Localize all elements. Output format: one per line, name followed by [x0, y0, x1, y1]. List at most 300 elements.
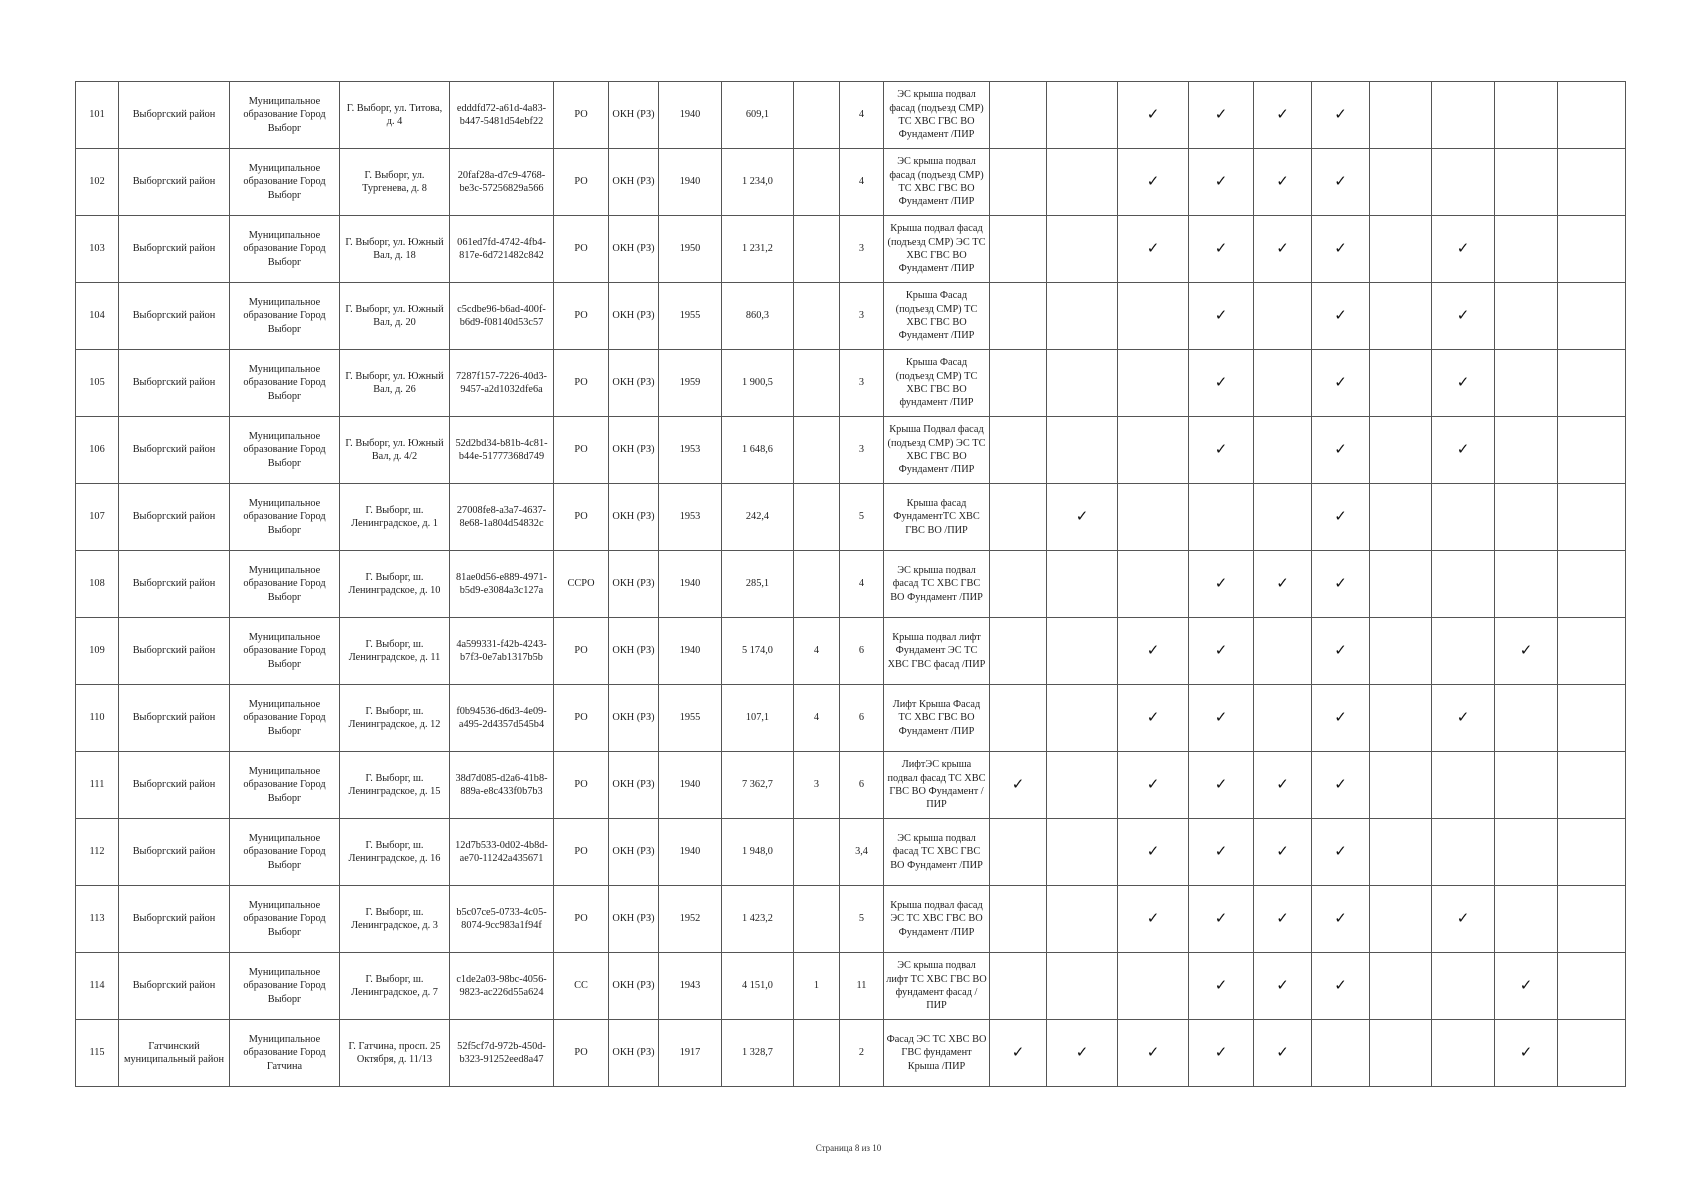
work-check-cell	[1370, 886, 1432, 953]
work-check-cell	[990, 283, 1047, 350]
work-check-cell	[1254, 685, 1312, 752]
work-check-cell	[1312, 417, 1370, 484]
work-check-cell	[1312, 149, 1370, 216]
checkmark-icon: ✓	[1456, 373, 1470, 392]
works-list-cell: ЭС крыша подвал лифт ТС ХВС ГВС ВО фундамент фасад /ПИР	[884, 953, 990, 1020]
work-check-cell	[1370, 685, 1432, 752]
work-check-cell	[1495, 484, 1558, 551]
address-cell: Г. Выборг, ш. Ленинградское, д. 12	[340, 685, 450, 752]
district-cell: Выборгский район	[119, 484, 230, 551]
checkmark-icon: ✓	[1334, 373, 1347, 392]
table-row	[76, 82, 1626, 149]
floors-cell: 11	[840, 953, 884, 1020]
work-check-cell	[1370, 149, 1432, 216]
lifts-cell	[794, 216, 840, 283]
checkmark-icon: ✓	[1214, 105, 1228, 124]
type-cell: РО	[554, 886, 609, 953]
table-row	[76, 484, 1626, 551]
floors-cell: 3	[840, 417, 884, 484]
checkmark-icon: ✓	[1334, 641, 1347, 660]
work-check-cell	[1432, 484, 1495, 551]
house-guid-cell: b5c07ce5-0733-4c05-8074-9cc983a1f94f	[450, 886, 554, 953]
municipality-cell: Муниципальное образование Город Выборг	[230, 417, 340, 484]
work-check-cell	[1254, 417, 1312, 484]
work-check-cell	[1047, 82, 1118, 149]
lifts-cell: 4	[794, 618, 840, 685]
page-footer: Страница 8 из 10	[815, 1143, 882, 1153]
work-check-cell	[1495, 82, 1558, 149]
checkmark-icon: ✓	[1214, 708, 1228, 727]
house-guid-cell: c5cdbe96-b6ad-400f-b6d9-f08140d53c57	[450, 283, 554, 350]
table-row	[76, 953, 1626, 1020]
work-check-cell	[1118, 350, 1189, 417]
work-check-cell	[1047, 551, 1118, 618]
empty-cell	[1558, 484, 1626, 551]
lifts-cell: 1	[794, 953, 840, 1020]
checkmark-icon: ✓	[1214, 172, 1228, 191]
checkmark-icon: ✓	[1214, 641, 1228, 660]
okn-status-cell: ОКН (РЗ)	[609, 484, 659, 551]
work-check-cell	[1047, 618, 1118, 685]
work-check-cell	[1495, 350, 1558, 417]
work-check-cell	[990, 216, 1047, 283]
work-check-cell	[1118, 618, 1189, 685]
year-built-cell: 1940	[659, 752, 722, 819]
floors-cell: 4	[840, 82, 884, 149]
works-list-cell: Крыша Подвал фасад (подъезд СМР) ЭС ТС ХВС ГВС ВО Фундамент /ПИР	[884, 417, 990, 484]
work-check-cell	[1189, 216, 1254, 283]
empty-cell	[1558, 752, 1626, 819]
work-check-cell	[1254, 484, 1312, 551]
work-check-cell	[1432, 886, 1495, 953]
checkmark-icon: ✓	[1456, 239, 1470, 258]
work-check-cell	[990, 685, 1047, 752]
work-check-cell	[1189, 1020, 1254, 1087]
address-cell: Г. Выборг, ул. Тургенева, д. 8	[340, 149, 450, 216]
year-built-cell: 1917	[659, 1020, 722, 1087]
work-check-cell	[1312, 283, 1370, 350]
work-check-cell	[1432, 417, 1495, 484]
okn-status-cell: ОКН (РЗ)	[609, 417, 659, 484]
empty-cell	[1558, 149, 1626, 216]
row-number-cell: 109	[76, 618, 119, 685]
works-list-cell: Крыша фасад ФундаментТС ХВС ГВС ВО /ПИР	[884, 484, 990, 551]
work-check-cell	[990, 484, 1047, 551]
empty-cell	[1558, 216, 1626, 283]
row-number-cell: 111	[76, 752, 119, 819]
work-check-cell	[1312, 484, 1370, 551]
municipality-cell: Муниципальное образование Город Выборг	[230, 886, 340, 953]
area-cell: 1 648,6	[722, 417, 794, 484]
house-guid-cell: 52d2bd34-b81b-4c81-b44e-51777368d749	[450, 417, 554, 484]
district-cell: Выборгский район	[119, 752, 230, 819]
checkmark-icon: ✓	[1146, 708, 1160, 727]
work-check-cell	[1189, 685, 1254, 752]
checkmark-icon: ✓	[1075, 507, 1089, 526]
work-check-cell	[1495, 551, 1558, 618]
work-check-cell	[1312, 1020, 1370, 1087]
work-check-cell	[990, 953, 1047, 1020]
checkmark-icon: ✓	[1011, 775, 1025, 794]
checkmark-icon: ✓	[1146, 105, 1160, 124]
house-guid-cell: c1de2a03-98bc-4056-9823-ac226d55a624	[450, 953, 554, 1020]
district-cell: Выборгский район	[119, 953, 230, 1020]
checkmark-icon: ✓	[1456, 708, 1470, 727]
work-check-cell	[990, 1020, 1047, 1087]
table-row	[76, 618, 1626, 685]
municipality-cell: Муниципальное образование Город Выборг	[230, 618, 340, 685]
work-check-cell	[1432, 82, 1495, 149]
house-guid-cell: f0b94536-d6d3-4e09-a495-2d4357d545b4	[450, 685, 554, 752]
type-cell: РО	[554, 216, 609, 283]
works-list-cell: Крыша подвал фасад ЭС ТС ХВС ГВС ВО Фундамент /ПИР	[884, 886, 990, 953]
work-check-cell	[1312, 350, 1370, 417]
work-check-cell	[1432, 350, 1495, 417]
year-built-cell: 1955	[659, 685, 722, 752]
table-body	[76, 82, 1626, 1087]
empty-cell	[1558, 685, 1626, 752]
works-list-cell: Крыша Фасад (подъезд СМР) ТС ХВС ГВС ВО Фундамент /ПИР	[884, 283, 990, 350]
type-cell: СС	[554, 953, 609, 1020]
work-check-cell	[1432, 953, 1495, 1020]
checkmark-icon: ✓	[1334, 172, 1347, 191]
area-cell: 4 151,0	[722, 953, 794, 1020]
work-check-cell	[990, 417, 1047, 484]
work-check-cell	[1370, 1020, 1432, 1087]
house-guid-cell: 7287f157-7226-40d3-9457-a2d1032dfe6a	[450, 350, 554, 417]
work-check-cell	[1047, 283, 1118, 350]
checkmark-icon: ✓	[1214, 775, 1228, 794]
lifts-cell	[794, 484, 840, 551]
type-cell: РО	[554, 685, 609, 752]
checkmark-icon: ✓	[1214, 440, 1228, 459]
work-check-cell	[1370, 484, 1432, 551]
work-check-cell	[1189, 819, 1254, 886]
area-cell: 7 362,7	[722, 752, 794, 819]
work-check-cell	[1047, 953, 1118, 1020]
area-cell: 1 900,5	[722, 350, 794, 417]
work-check-cell	[1189, 752, 1254, 819]
lifts-cell	[794, 149, 840, 216]
work-check-cell	[1312, 685, 1370, 752]
district-cell: Выборгский район	[119, 149, 230, 216]
work-check-cell	[1254, 752, 1312, 819]
floors-cell: 5	[840, 484, 884, 551]
checkmark-icon: ✓	[1214, 239, 1228, 258]
checkmark-icon: ✓	[1146, 775, 1160, 794]
floors-cell: 3	[840, 350, 884, 417]
work-check-cell	[1118, 551, 1189, 618]
area-cell: 860,3	[722, 283, 794, 350]
work-check-cell	[1189, 283, 1254, 350]
work-check-cell	[1495, 618, 1558, 685]
checkmark-icon: ✓	[1276, 976, 1289, 995]
checkmark-icon: ✓	[1075, 1043, 1089, 1062]
okn-status-cell: ОКН (РЗ)	[609, 685, 659, 752]
checkmark-icon: ✓	[1334, 440, 1347, 459]
work-check-cell	[1254, 551, 1312, 618]
table-row	[76, 149, 1626, 216]
work-check-cell	[1118, 484, 1189, 551]
address-cell: Г. Выборг, ш. Ленинградское, д. 10	[340, 551, 450, 618]
checkmark-icon: ✓	[1456, 909, 1470, 928]
district-cell: Выборгский район	[119, 216, 230, 283]
address-cell: Г. Выборг, ш. Ленинградское, д. 16	[340, 819, 450, 886]
type-cell: РО	[554, 484, 609, 551]
row-number-cell: 103	[76, 216, 119, 283]
municipality-cell: Муниципальное образование Город Выборг	[230, 283, 340, 350]
lifts-cell	[794, 82, 840, 149]
work-check-cell	[1495, 417, 1558, 484]
area-cell: 1 231,2	[722, 216, 794, 283]
checkmark-icon: ✓	[1334, 239, 1347, 258]
checkmark-icon: ✓	[1334, 708, 1347, 727]
work-check-cell	[1432, 752, 1495, 819]
okn-status-cell: ОКН (РЗ)	[609, 953, 659, 1020]
table-row	[76, 1020, 1626, 1087]
municipality-cell: Муниципальное образование Город Выборг	[230, 953, 340, 1020]
checkmark-icon: ✓	[1334, 976, 1347, 995]
checkmark-icon: ✓	[1214, 574, 1228, 593]
work-check-cell	[1189, 551, 1254, 618]
year-built-cell: 1943	[659, 953, 722, 1020]
district-cell: Выборгский район	[119, 819, 230, 886]
checkmark-icon: ✓	[1519, 976, 1533, 995]
lifts-cell	[794, 350, 840, 417]
address-cell: Г. Выборг, ш. Ленинградское, д. 15	[340, 752, 450, 819]
empty-cell	[1558, 618, 1626, 685]
work-check-cell	[1370, 82, 1432, 149]
okn-status-cell: ОКН (РЗ)	[609, 819, 659, 886]
checkmark-icon: ✓	[1214, 842, 1228, 861]
work-check-cell	[1312, 953, 1370, 1020]
checkmark-icon: ✓	[1276, 909, 1289, 928]
work-check-cell	[1118, 283, 1189, 350]
work-check-cell	[990, 752, 1047, 819]
district-cell: Выборгский район	[119, 283, 230, 350]
checkmark-icon: ✓	[1146, 1043, 1160, 1062]
address-cell: Г. Выборг, ш. Ленинградское, д. 3	[340, 886, 450, 953]
house-guid-cell: 52f5cf7d-972b-450d-b323-91252eed8a47	[450, 1020, 554, 1087]
year-built-cell: 1940	[659, 149, 722, 216]
table-row	[76, 886, 1626, 953]
year-built-cell: 1940	[659, 618, 722, 685]
works-list-cell: Крыша подвал лифт Фундамент ЭС ТС ХВС ГВС фасад /ПИР	[884, 618, 990, 685]
year-built-cell: 1959	[659, 350, 722, 417]
checkmark-icon: ✓	[1214, 909, 1228, 928]
empty-cell	[1558, 551, 1626, 618]
house-guid-cell: 38d7d085-d2a6-41b8-889a-e8c433f0b7b3	[450, 752, 554, 819]
row-number-cell: 110	[76, 685, 119, 752]
municipality-cell: Муниципальное образование Город Выборг	[230, 350, 340, 417]
checkmark-icon: ✓	[1146, 239, 1160, 258]
year-built-cell: 1953	[659, 417, 722, 484]
lifts-cell	[794, 1020, 840, 1087]
district-cell: Выборгский район	[119, 82, 230, 149]
year-built-cell: 1940	[659, 82, 722, 149]
district-cell: Выборгский район	[119, 551, 230, 618]
checkmark-icon: ✓	[1519, 641, 1533, 660]
row-number-cell: 107	[76, 484, 119, 551]
checkmark-icon: ✓	[1456, 440, 1470, 459]
work-check-cell	[1254, 819, 1312, 886]
empty-cell	[1558, 283, 1626, 350]
checkmark-icon: ✓	[1214, 1043, 1228, 1062]
empty-cell	[1558, 417, 1626, 484]
table-row	[76, 551, 1626, 618]
municipality-cell: Муниципальное образование Город Выборг	[230, 819, 340, 886]
work-check-cell	[990, 886, 1047, 953]
empty-cell	[1558, 350, 1626, 417]
works-list-cell: ЭС крыша подвал фасад (подъезд СМР) ТС ХВС ГВС ВО Фундамент /ПИР	[884, 82, 990, 149]
okn-status-cell: ОКН (РЗ)	[609, 82, 659, 149]
work-check-cell	[1432, 283, 1495, 350]
table-row	[76, 819, 1626, 886]
area-cell: 107,1	[722, 685, 794, 752]
floors-cell: 2	[840, 1020, 884, 1087]
work-check-cell	[1312, 618, 1370, 685]
district-cell: Выборгский район	[119, 886, 230, 953]
checkmark-icon: ✓	[1146, 909, 1160, 928]
work-check-cell	[1495, 886, 1558, 953]
okn-status-cell: ОКН (РЗ)	[609, 886, 659, 953]
work-check-cell	[990, 551, 1047, 618]
work-check-cell	[1118, 685, 1189, 752]
house-guid-cell: 061ed7fd-4742-4fb4-817e-6d721482c842	[450, 216, 554, 283]
works-list-cell: ЭС крыша подвал фасад ТС ХВС ГВС ВО Фундамент /ПИР	[884, 819, 990, 886]
work-check-cell	[1254, 1020, 1312, 1087]
work-check-cell	[1118, 417, 1189, 484]
work-check-cell	[1254, 350, 1312, 417]
year-built-cell: 1953	[659, 484, 722, 551]
municipality-cell: Муниципальное образование Город Выборг	[230, 551, 340, 618]
works-list-cell: Лифт Крыша Фасад ТС ХВС ГВС ВО Фундамент /ПИР	[884, 685, 990, 752]
work-check-cell	[1370, 953, 1432, 1020]
row-number-cell: 101	[76, 82, 119, 149]
table-row	[76, 350, 1626, 417]
work-check-cell	[1118, 953, 1189, 1020]
district-cell: Выборгский район	[119, 350, 230, 417]
works-list-cell: ЭС крыша подвал фасад (подъезд СМР) ТС ХВС ГВС ВО Фундамент /ПИР	[884, 149, 990, 216]
work-check-cell	[1254, 953, 1312, 1020]
empty-cell	[1558, 886, 1626, 953]
municipality-cell: Муниципальное образование Город Выборг	[230, 685, 340, 752]
work-check-cell	[1047, 819, 1118, 886]
district-cell: Выборгский район	[119, 417, 230, 484]
work-check-cell	[1254, 283, 1312, 350]
table-row	[76, 417, 1626, 484]
municipality-cell: Муниципальное образование Город Выборг	[230, 149, 340, 216]
work-check-cell	[1432, 685, 1495, 752]
okn-status-cell: ОКН (РЗ)	[609, 618, 659, 685]
okn-status-cell: ОКН (РЗ)	[609, 1020, 659, 1087]
work-check-cell	[1370, 283, 1432, 350]
checkmark-icon: ✓	[1276, 842, 1289, 861]
checkmark-icon: ✓	[1146, 641, 1160, 660]
type-cell: РО	[554, 350, 609, 417]
work-check-cell	[1495, 1020, 1558, 1087]
year-built-cell: 1950	[659, 216, 722, 283]
house-guid-cell: 81ae0d56-e889-4971-b5d9-e3084a3c127a	[450, 551, 554, 618]
work-check-cell	[1047, 417, 1118, 484]
checkmark-icon: ✓	[1334, 775, 1347, 794]
house-guid-cell: 20faf28a-d7c9-4768-be3c-57256829a566	[450, 149, 554, 216]
work-check-cell	[1370, 551, 1432, 618]
work-check-cell	[1495, 752, 1558, 819]
checkmark-icon: ✓	[1276, 574, 1289, 593]
lifts-cell: 3	[794, 752, 840, 819]
row-number-cell: 112	[76, 819, 119, 886]
municipality-cell: Муниципальное образование Город Выборг	[230, 82, 340, 149]
house-guid-cell: 27008fe8-a3a7-4637-8e68-1a804d54832c	[450, 484, 554, 551]
row-number-cell: 114	[76, 953, 119, 1020]
lifts-cell	[794, 283, 840, 350]
work-check-cell	[990, 618, 1047, 685]
work-check-cell	[1432, 216, 1495, 283]
address-cell: Г. Выборг, ш. Ленинградское, д. 11	[340, 618, 450, 685]
okn-status-cell: ОКН (РЗ)	[609, 551, 659, 618]
checkmark-icon: ✓	[1456, 306, 1470, 325]
address-cell: Г. Выборг, ул. Южный Вал, д. 26	[340, 350, 450, 417]
work-check-cell	[1047, 484, 1118, 551]
district-cell: Выборгский район	[119, 685, 230, 752]
okn-status-cell: ОКН (РЗ)	[609, 752, 659, 819]
okn-status-cell: ОКН (РЗ)	[609, 283, 659, 350]
work-check-cell	[1189, 149, 1254, 216]
work-check-cell	[1254, 82, 1312, 149]
area-cell: 242,4	[722, 484, 794, 551]
checkmark-icon: ✓	[1276, 105, 1289, 124]
work-check-cell	[1312, 551, 1370, 618]
floors-cell: 6	[840, 752, 884, 819]
work-check-cell	[1118, 752, 1189, 819]
work-check-cell	[1312, 82, 1370, 149]
type-cell: РО	[554, 417, 609, 484]
table-row	[76, 752, 1626, 819]
work-check-cell	[1370, 417, 1432, 484]
work-check-cell	[1495, 685, 1558, 752]
lifts-cell	[794, 417, 840, 484]
floors-cell: 4	[840, 551, 884, 618]
area-cell: 609,1	[722, 82, 794, 149]
work-check-cell	[1432, 819, 1495, 886]
work-check-cell	[1118, 216, 1189, 283]
work-check-cell	[1495, 953, 1558, 1020]
row-number-cell: 102	[76, 149, 119, 216]
floors-cell: 3,4	[840, 819, 884, 886]
address-cell: Г. Выборг, ул. Титова, д. 4	[340, 82, 450, 149]
work-check-cell	[1370, 618, 1432, 685]
work-check-cell	[1047, 685, 1118, 752]
work-check-cell	[1189, 350, 1254, 417]
address-cell: Г. Выборг, ш. Ленинградское, д. 7	[340, 953, 450, 1020]
work-check-cell	[1047, 216, 1118, 283]
floors-cell: 4	[840, 149, 884, 216]
checkmark-icon: ✓	[1276, 775, 1289, 794]
works-list-cell: Крыша подвал фасад (подъезд СМР) ЭС ТС ХВС ГВС ВО Фундамент /ПИР	[884, 216, 990, 283]
work-check-cell	[1432, 1020, 1495, 1087]
floors-cell: 3	[840, 216, 884, 283]
row-number-cell: 106	[76, 417, 119, 484]
work-check-cell	[1118, 819, 1189, 886]
area-cell: 1 948,0	[722, 819, 794, 886]
table-row	[76, 216, 1626, 283]
row-number-cell: 105	[76, 350, 119, 417]
table-row	[76, 283, 1626, 350]
house-guid-cell: 12d7b533-0d02-4b8d-ae70-11242a435671	[450, 819, 554, 886]
works-list-cell: Фасад ЭС ТС ХВС ВО ГВС фундамент Крыша /ПИР	[884, 1020, 990, 1087]
checkmark-icon: ✓	[1276, 1043, 1289, 1062]
